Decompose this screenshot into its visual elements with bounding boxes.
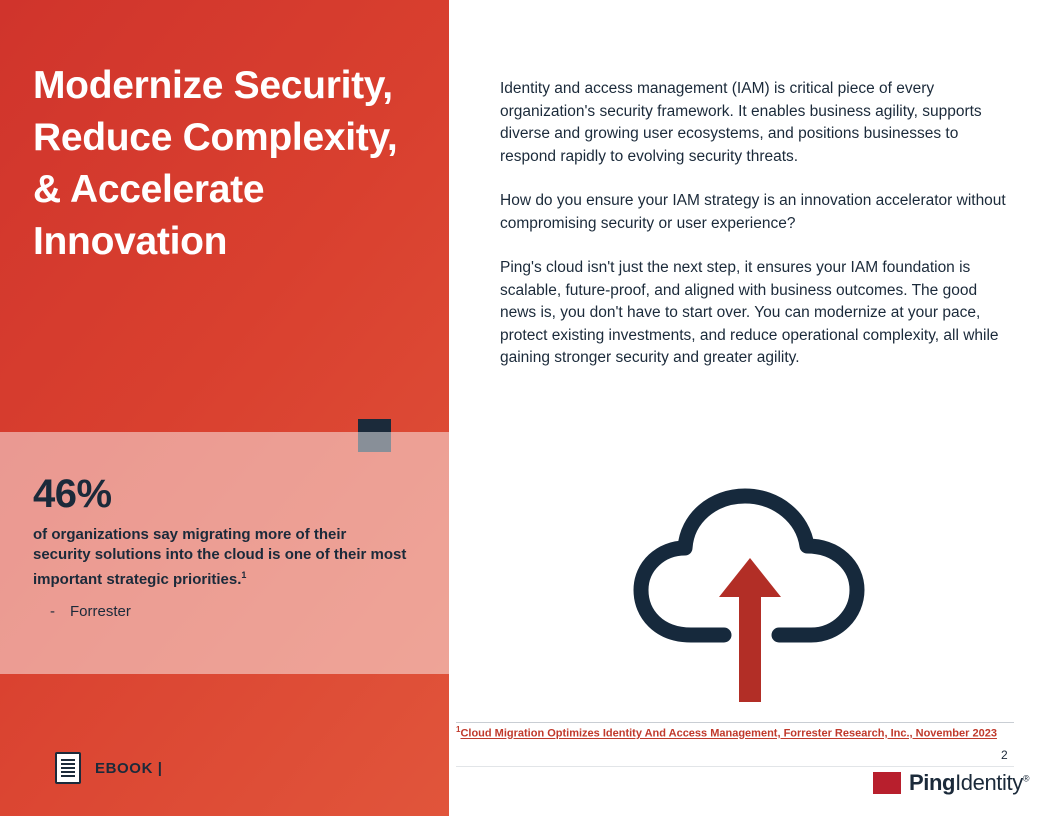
title-block bbox=[33, 60, 433, 268]
ebook-document-icon bbox=[55, 752, 81, 784]
logo-word-ping: Ping bbox=[909, 770, 956, 795]
stat-number: 46% bbox=[33, 472, 112, 516]
stat-description-text: of organizations say migrating more of their security solutions into the cloud is one of their most important strategic priorities. bbox=[33, 526, 407, 588]
cloud-upload-illustration bbox=[629, 480, 879, 710]
footnote-link[interactable]: Cloud Migration Optimizes Identity And Access Management, Forrester Research, Inc., November 2023 bbox=[460, 727, 997, 740]
right-content-panel bbox=[449, 0, 1056, 816]
bottom-divider bbox=[456, 766, 1014, 767]
paragraph-3: Ping's cloud isn't just the next step, it ensures your IAM foundation is scalable, future-proof, and aligned with business outcomes. The good news is, you don't have to start over. You can modernize at your pace, protect existing investments, and reduce operational complexity, all while gaining stronger security and greater agility. bbox=[500, 259, 999, 366]
paragraph-2: How do you ensure your IAM strategy is an innovation accelerator without compromising security or user experience? bbox=[500, 192, 1006, 232]
stat-source-name: Forrester bbox=[70, 603, 131, 620]
stat-description bbox=[33, 525, 408, 590]
footnote-marker: 1 bbox=[456, 725, 461, 734]
body-copy bbox=[500, 78, 1008, 392]
stat-source-dash: - bbox=[50, 603, 55, 620]
page-number: 2 bbox=[1001, 748, 1008, 762]
ping-identity-logo bbox=[873, 770, 1029, 796]
ping-logo-text bbox=[909, 770, 1029, 796]
stat-source bbox=[50, 603, 131, 620]
footnote-divider bbox=[456, 722, 1014, 723]
footnote bbox=[456, 725, 1016, 740]
ebook-footer bbox=[55, 752, 163, 784]
ebook-label: EBOOK | bbox=[95, 759, 163, 777]
logo-word-identity: Identity bbox=[955, 770, 1023, 795]
ping-logo-mark-icon bbox=[873, 772, 901, 794]
logo-registered-mark: ® bbox=[1022, 773, 1030, 784]
statistic-band bbox=[0, 432, 449, 674]
stat-footnote-marker: 1 bbox=[241, 570, 247, 580]
page-title: Modernize Security, Reduce Complexity, & Accelerate Innovation bbox=[33, 64, 398, 263]
left-cover-panel bbox=[0, 0, 449, 816]
paragraph-1: Identity and access management (IAM) is critical piece of every organization's security framework. It enables business agility, supports diverse and growing user ecosystems, and positions businesses to respond rapidly to evolving security threats. bbox=[500, 80, 982, 165]
